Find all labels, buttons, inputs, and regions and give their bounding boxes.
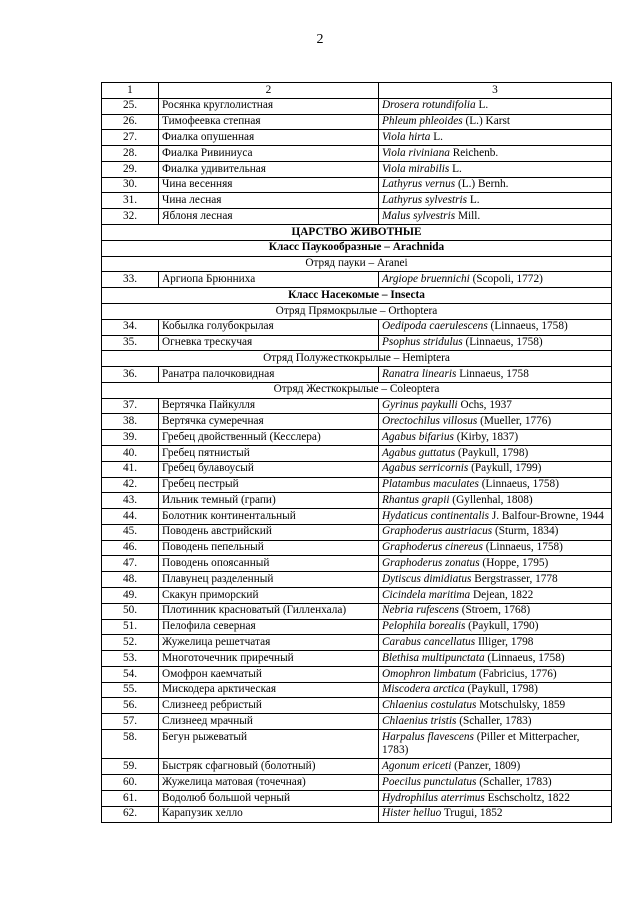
table-row (102, 759, 612, 775)
row-number: 62. (102, 806, 159, 822)
kingdom-heading: ЦАРСТВО ЖИВОТНЫЕ (102, 225, 612, 241)
russian-name: Водолюб большой черный (159, 790, 379, 806)
latin-name: Miscodera arctica (382, 683, 465, 696)
latin-name-cell (379, 806, 612, 822)
russian-name: Чина лесная (159, 193, 379, 209)
taxon-author: (Sturm, 1834) (492, 525, 559, 538)
russian-name: Фиалка опушенная (159, 130, 379, 146)
order-heading-row (102, 256, 612, 272)
table-row (102, 524, 612, 540)
table-row (102, 177, 612, 193)
table-row (102, 509, 612, 525)
latin-name: Lathyrus vernus (382, 178, 456, 191)
taxon-author: Ochs, 1937 (457, 399, 512, 412)
column-number-1: 1 (102, 83, 159, 99)
row-number: 41. (102, 461, 159, 477)
column-number-2: 2 (159, 83, 379, 99)
latin-name-cell (379, 114, 612, 130)
latin-name-cell (379, 572, 612, 588)
russian-name: Поводень опоясанный (159, 556, 379, 572)
russian-name: Плавунец разделенный (159, 572, 379, 588)
latin-name: Lathyrus sylvestris (382, 194, 468, 207)
latin-name: Omophron limbatum (382, 667, 477, 680)
row-number: 26. (102, 114, 159, 130)
latin-name: Viola mirabilis (382, 162, 450, 175)
russian-name: Жужелица матовая (точечная) (159, 775, 379, 791)
taxon-author: (Schaller, 1783) (456, 714, 532, 727)
russian-name: Мискодера арктическая (159, 682, 379, 698)
russian-name: Фиалка удивительная (159, 161, 379, 177)
latin-name-cell (379, 319, 612, 335)
russian-name: Плотинник красноватый (Гилленхала) (159, 603, 379, 619)
russian-name: Быстряк сфагновый (болотный) (159, 759, 379, 775)
taxon-author: (Linnaeus, 1758) (487, 320, 568, 333)
latin-name: Drosera rotundifolia (382, 99, 476, 112)
taxon-author: Eschscholtz, 1822 (484, 791, 570, 804)
table-row (102, 651, 612, 667)
latin-name: Pelophila borealis (382, 620, 466, 633)
russian-name: Жужелица решетчатая (159, 635, 379, 651)
order-heading-row (102, 382, 612, 398)
row-number: 48. (102, 572, 159, 588)
table-row (102, 572, 612, 588)
row-number: 31. (102, 193, 159, 209)
latin-name-cell (379, 98, 612, 114)
latin-name: Viola hirta (382, 130, 431, 143)
table-row (102, 114, 612, 130)
table-row (102, 209, 612, 225)
table-row (102, 790, 612, 806)
taxon-author: Illiger, 1798 (475, 635, 534, 648)
table-row (102, 477, 612, 493)
row-number: 44. (102, 509, 159, 525)
row-number: 46. (102, 540, 159, 556)
russian-name: Болотник континентальный (159, 509, 379, 525)
taxon-author: L. (467, 194, 480, 207)
latin-name-cell (379, 730, 612, 759)
taxon-author: (Scopoli, 1772) (469, 272, 543, 285)
taxon-author: Linnaeus, 1758 (456, 367, 529, 380)
latin-name: Argiope bruennichi (382, 272, 470, 285)
row-number: 43. (102, 493, 159, 509)
latin-name-cell (379, 209, 612, 225)
russian-name: Гребец пестрый (159, 477, 379, 493)
latin-name: Agabus serricornis (382, 462, 469, 475)
table-row (102, 603, 612, 619)
russian-name: Гребец пятнистый (159, 445, 379, 461)
taxon-author: (Paykull, 1798) (464, 683, 538, 696)
table-row (102, 666, 612, 682)
latin-name-cell (379, 509, 612, 525)
latin-name-cell (379, 790, 612, 806)
table-row (102, 130, 612, 146)
russian-name: Карапузик хелло (159, 806, 379, 822)
row-number: 50. (102, 603, 159, 619)
latin-name: Malus sylvestris (382, 209, 456, 222)
russian-name: Гребец двойственный (Кесслера) (159, 430, 379, 446)
taxon-author: (Panzer, 1809) (451, 760, 521, 772)
taxon-author: (Piller et Mitterpacher, 1783) (382, 730, 583, 757)
table-row (102, 588, 612, 604)
latin-name: Hister helluo (382, 807, 442, 820)
russian-name: Бегун рыжеватый (159, 730, 379, 759)
russian-name: Скакун приморский (159, 588, 379, 604)
taxon-author: Mill. (455, 209, 481, 222)
table-row (102, 619, 612, 635)
russian-name: Фиалка Ривиниуса (159, 146, 379, 162)
column-number-3: 3 (379, 83, 612, 99)
row-number: 32. (102, 209, 159, 225)
taxon-author: J. Balfour-Browne, 1944 (489, 509, 604, 522)
russian-name: Аргиопа Брюнниха (159, 272, 379, 288)
row-number: 58. (102, 730, 159, 759)
russian-name: Ильник темный (грапи) (159, 493, 379, 509)
latin-name: Harpalus flavescens (382, 730, 474, 743)
taxon-author: L. (430, 130, 443, 143)
latin-name-cell (379, 461, 612, 477)
latin-name-cell (379, 698, 612, 714)
russian-name: Гребец булавоусый (159, 461, 379, 477)
row-number: 40. (102, 445, 159, 461)
latin-name-cell (379, 367, 612, 383)
latin-name-cell (379, 161, 612, 177)
taxon-author: (Kirby, 1837) (453, 430, 519, 443)
column-number-row (102, 83, 612, 99)
row-number: 53. (102, 651, 159, 667)
taxon-author: Bergstrasser, 1778 (471, 572, 558, 585)
latin-name: Blethisa multipunctata (382, 651, 485, 664)
latin-name-cell (379, 130, 612, 146)
russian-name: Тимофеевка степная (159, 114, 379, 130)
latin-name: Agonum ericeti (382, 760, 452, 772)
latin-name: Orectochilus villosus (382, 415, 478, 427)
russian-name: Кобылка голубокрылая (159, 319, 379, 335)
table-row (102, 730, 612, 759)
taxon-author: (Schaller, 1783) (476, 775, 552, 788)
species-table (101, 82, 612, 823)
russian-name: Пелофила северная (159, 619, 379, 635)
latin-name: Chlaenius tristis (382, 714, 457, 727)
row-number: 56. (102, 698, 159, 714)
row-number: 59. (102, 759, 159, 775)
row-number: 27. (102, 130, 159, 146)
latin-name: Poecilus punctulatus (382, 775, 477, 788)
row-number: 38. (102, 414, 159, 430)
latin-name-cell (379, 666, 612, 682)
taxon-author: (Stroem, 1768) (458, 604, 531, 617)
order-heading: Отряд Прямокрылые – Orthoptera (102, 303, 612, 319)
order-heading-row (102, 351, 612, 367)
latin-name: Cicindela maritima (382, 588, 471, 601)
order-heading: Отряд Полужесткокрылые – Hemiptera (102, 351, 612, 367)
taxon-author: (Linnaeus, 1758) (482, 541, 563, 554)
row-number: 54. (102, 666, 159, 682)
table-row (102, 445, 612, 461)
taxon-author: (Paykull, 1790) (465, 620, 539, 633)
taxon-author: (Linnaeus, 1758) (478, 478, 559, 491)
table-row (102, 398, 612, 414)
latin-name-cell (379, 540, 612, 556)
row-number: 37. (102, 398, 159, 414)
latin-name-cell (379, 445, 612, 461)
latin-name: Graphoderus austriacus (382, 525, 493, 538)
taxon-author: (L.) Karst (462, 115, 511, 128)
latin-name-cell (379, 272, 612, 288)
class-heading-row (102, 240, 612, 256)
row-number: 25. (102, 98, 159, 114)
russian-name: Вертячка Пайкулля (159, 398, 379, 414)
taxon-author: (Linnaeus, 1758) (462, 336, 543, 349)
latin-name-cell (379, 556, 612, 572)
row-number: 45. (102, 524, 159, 540)
row-number: 33. (102, 272, 159, 288)
row-number: 55. (102, 682, 159, 698)
table-row (102, 775, 612, 791)
table-row (102, 461, 612, 477)
russian-name: Вертячка сумеречная (159, 414, 379, 430)
table-row (102, 714, 612, 730)
latin-name: Hydaticus continentalis (382, 509, 489, 522)
taxon-author: (Paykull, 1799) (468, 462, 542, 475)
row-number: 29. (102, 161, 159, 177)
latin-name-cell (379, 759, 612, 775)
latin-name-cell (379, 414, 612, 430)
row-number: 28. (102, 146, 159, 162)
row-number: 36. (102, 367, 159, 383)
latin-name-cell (379, 603, 612, 619)
latin-name: Dytiscus dimidiatus (382, 572, 472, 585)
row-number: 35. (102, 335, 159, 351)
row-number: 47. (102, 556, 159, 572)
russian-name: Многоточечник приречный (159, 651, 379, 667)
class-heading: Класс Насекомые – Insecta (102, 288, 612, 304)
russian-name: Слизнеед ребристый (159, 698, 379, 714)
taxon-author: (Gyllenhal, 1808) (449, 493, 533, 506)
latin-name: Chlaenius costulatus (382, 699, 477, 712)
latin-name-cell (379, 430, 612, 446)
table-row (102, 682, 612, 698)
order-heading: Отряд Жесткокрылые – Coleoptera (102, 382, 612, 398)
table-row (102, 556, 612, 572)
taxon-author: L. (475, 99, 489, 112)
table-row (102, 367, 612, 383)
page-number: 2 (316, 32, 324, 47)
taxon-author: Motschulsky, 1859 (476, 699, 566, 712)
russian-name: Слизнеед мрачный (159, 714, 379, 730)
russian-name: Чина весенняя (159, 177, 379, 193)
russian-name: Росянка круглолистная (159, 98, 379, 114)
taxon-author: L. (449, 162, 462, 175)
latin-name-cell (379, 635, 612, 651)
table-row (102, 806, 612, 822)
row-number: 61. (102, 790, 159, 806)
taxon-author: (Linnaeus, 1758) (484, 651, 565, 664)
latin-name-cell (379, 714, 612, 730)
latin-name-cell (379, 493, 612, 509)
taxon-author: (Fabricius, 1776) (476, 667, 557, 680)
russian-name: Огневка трескучая (159, 335, 379, 351)
row-number: 49. (102, 588, 159, 604)
latin-name: Rhantus grapii (382, 493, 450, 506)
latin-name-cell (379, 193, 612, 209)
latin-name: Phleum phleoides (382, 115, 463, 128)
latin-name-cell (379, 619, 612, 635)
table-row (102, 698, 612, 714)
latin-name: Hydrophilus aterrimus (382, 791, 485, 804)
latin-name: Psophus stridulus (382, 336, 463, 349)
row-number: 57. (102, 714, 159, 730)
russian-name: Поводень австрийский (159, 524, 379, 540)
table-row (102, 146, 612, 162)
table-row (102, 493, 612, 509)
latin-name-cell (379, 682, 612, 698)
latin-name: Agabus guttatus (382, 446, 456, 459)
latin-name-cell (379, 477, 612, 493)
russian-name: Яблоня лесная (159, 209, 379, 225)
latin-name: Oedipoda caerulescens (382, 320, 488, 333)
latin-name: Graphoderus zonatus (382, 557, 480, 570)
taxon-author: Dejean, 1822 (470, 588, 534, 601)
table-row (102, 540, 612, 556)
class-heading-row (102, 288, 612, 304)
russian-name: Поводень пепельный (159, 540, 379, 556)
latin-name: Nebria rufescens (382, 604, 459, 617)
table-row (102, 430, 612, 446)
row-number: 34. (102, 319, 159, 335)
latin-name-cell (379, 524, 612, 540)
table-row (102, 414, 612, 430)
row-number: 39. (102, 430, 159, 446)
order-heading: Отряд пауки – Aranei (102, 256, 612, 272)
table-row (102, 319, 612, 335)
latin-name: Ranatra linearis (382, 367, 457, 380)
table-row (102, 98, 612, 114)
table-row (102, 193, 612, 209)
latin-name: Platambus maculates (382, 478, 479, 491)
latin-name-cell (379, 177, 612, 193)
order-heading-row (102, 303, 612, 319)
row-number: 51. (102, 619, 159, 635)
latin-name: Graphoderus cinereus (382, 541, 483, 554)
latin-name: Agabus bifarius (382, 430, 454, 443)
latin-name-cell (379, 775, 612, 791)
russian-name: Ранатра палочковидная (159, 367, 379, 383)
species-table-body (102, 83, 612, 823)
latin-name-cell (379, 651, 612, 667)
latin-name-cell (379, 146, 612, 162)
taxon-author: Reichenb. (449, 146, 499, 159)
taxon-author: (L.) Bernh. (455, 178, 509, 191)
latin-name: Carabus cancellatus (382, 635, 476, 648)
row-number: 52. (102, 635, 159, 651)
table-row (102, 635, 612, 651)
latin-name-cell (379, 588, 612, 604)
row-number: 60. (102, 775, 159, 791)
latin-name-cell (379, 398, 612, 414)
russian-name: Омофрон каемчатый (159, 666, 379, 682)
row-number: 42. (102, 477, 159, 493)
taxon-author: (Hoppe, 1795) (479, 557, 549, 570)
table-row (102, 335, 612, 351)
latin-name: Viola riviniana (382, 146, 450, 159)
table-row (102, 272, 612, 288)
latin-name: Gyrinus paykulli (382, 399, 458, 412)
taxon-author: (Mueller, 1776) (477, 415, 552, 427)
row-number: 30. (102, 177, 159, 193)
taxon-author: Trugui, 1852 (441, 807, 503, 820)
table-row (102, 161, 612, 177)
latin-name-cell (379, 335, 612, 351)
class-heading: Класс Паукообразные – Arachnida (102, 240, 612, 256)
taxon-author: (Paykull, 1798) (455, 446, 529, 459)
kingdom-heading-row (102, 225, 612, 241)
